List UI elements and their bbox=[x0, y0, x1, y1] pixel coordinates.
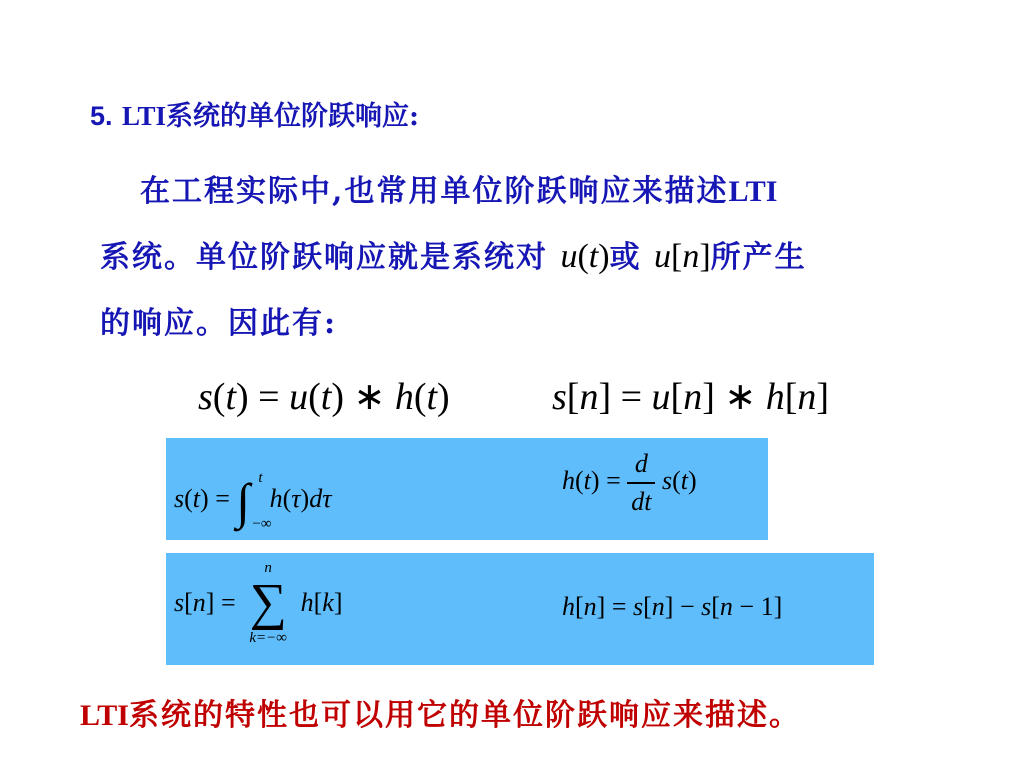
paragraph-line-2-end: 所产生 bbox=[710, 240, 807, 275]
equation-main-continuous: s(t) = u(t) ∗ h(t) bbox=[198, 376, 450, 418]
equation-continuous-step: s(t) = ∫ t −∞ h(τ)dτ bbox=[174, 470, 332, 532]
paragraph-line-2-or: 或 bbox=[609, 240, 642, 275]
section-number: 5. bbox=[90, 101, 113, 131]
equation-discrete-step: s[n] = n ∑ k=−∞ h[k] bbox=[174, 560, 343, 646]
paragraph-line-1 bbox=[140, 166, 777, 210]
summation-sign: n ∑ k=−∞ bbox=[249, 560, 287, 646]
paragraph-line-2 bbox=[100, 232, 807, 276]
section-title-lti: LTI bbox=[121, 101, 166, 131]
paragraph-line-1-lti: LTI bbox=[728, 175, 778, 208]
equation-main-discrete: s[n] = u[n] ∗ h[n] bbox=[552, 376, 830, 418]
paragraph-line-1-text: 在工程实际中,也常用单位阶跃响应来描述 bbox=[140, 174, 729, 209]
math-u-n: u[n] bbox=[654, 238, 711, 275]
paragraph-line-3: 的响应。因此有: bbox=[100, 306, 338, 341]
section-title-text: 系统的单位阶跃响应: bbox=[165, 101, 419, 132]
equation-discrete-impulse: h[n] = s[n] − s[n − 1] bbox=[562, 592, 783, 621]
integral-sign: ∫ t −∞ bbox=[236, 470, 272, 532]
equation-continuous-impulse: h(t) = $\frac{d}{dt}$ s(t) bbox=[562, 446, 697, 520]
derivative-fraction: $\frac{d}{dt}$ bbox=[627, 446, 655, 520]
paragraph-line-2-text: 系统。单位阶跃响应就是系统对 bbox=[100, 240, 548, 275]
math-u-t: u(t) bbox=[560, 238, 610, 275]
footer-statement bbox=[80, 690, 801, 734]
section-title bbox=[90, 94, 419, 133]
footer-text: 系统的特性也可以用它的单位阶跃响应来描述。 bbox=[128, 698, 801, 733]
footer-lti: LTI bbox=[80, 699, 129, 732]
